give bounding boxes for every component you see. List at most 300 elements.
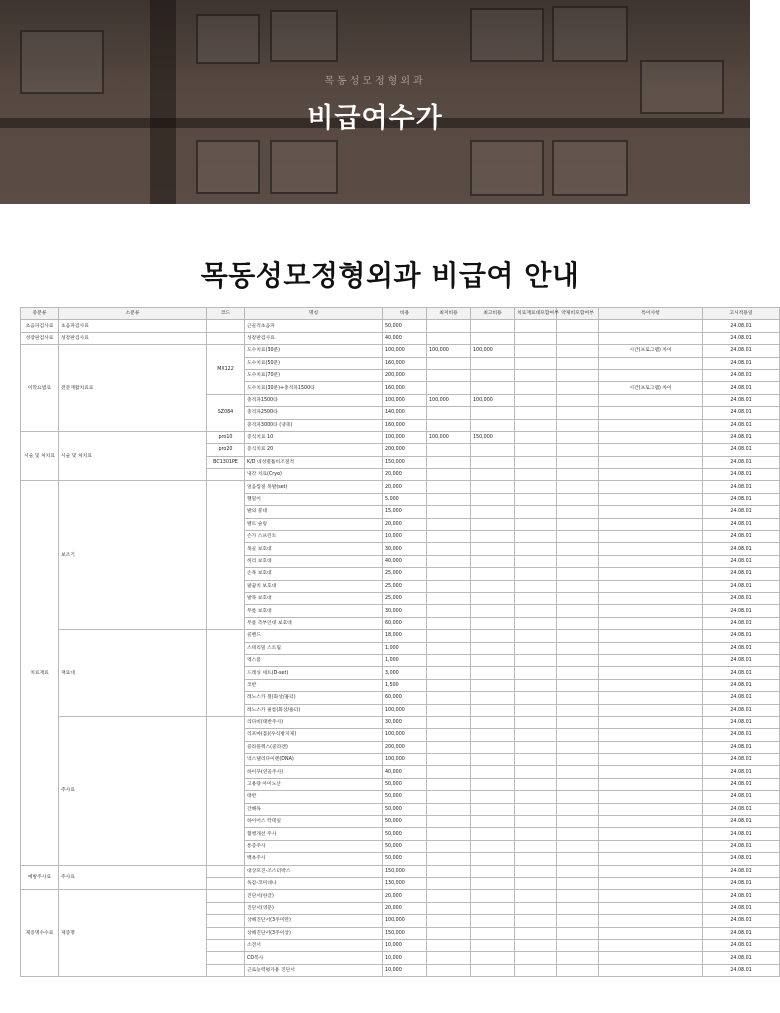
table-cell: [471, 568, 515, 580]
date-cell: 24.08.01: [703, 531, 780, 543]
category-cell: 치료재료: [21, 481, 59, 865]
table-cell: [471, 778, 515, 790]
table-cell: [471, 791, 515, 803]
category-cell: 예방주사료: [21, 865, 59, 890]
max-cost-cell: [471, 320, 515, 332]
table-row: [21, 332, 780, 344]
note-cell: [599, 939, 703, 951]
name-cell: 레노스카 겔(화상/흉터): [245, 692, 383, 704]
date-cell: 24.08.01: [703, 580, 780, 592]
max-cost-cell: [471, 382, 515, 394]
name-cell: 헬밀어: [245, 493, 383, 505]
table-cell: [599, 667, 703, 679]
table-cell: [427, 704, 471, 716]
table-cell: [427, 778, 471, 790]
name-cell: 대상포진-조스터박스: [245, 865, 383, 877]
date-cell: 24.08.01: [703, 816, 780, 828]
table-cell: [427, 766, 471, 778]
date-cell: 24.08.01: [703, 939, 780, 951]
note-cell: [599, 419, 703, 431]
table-cell: [557, 382, 599, 394]
table-cell: [599, 642, 703, 654]
name-cell: 증식치료 20: [245, 444, 383, 456]
date-cell: 24.08.01: [703, 778, 780, 790]
column-header: 비용: [383, 308, 427, 320]
code-cell: [207, 964, 245, 976]
table-cell: [471, 630, 515, 642]
max-cost-cell: [471, 469, 515, 481]
table-cell: [427, 531, 471, 543]
column-header: 명칭: [245, 308, 383, 320]
date-cell: 24.08.01: [703, 407, 780, 419]
date-cell: 24.08.01: [703, 877, 780, 889]
date-cell: 24.08.01: [703, 927, 780, 939]
table-cell: [515, 840, 557, 852]
note-cell: [599, 964, 703, 976]
table-cell: [471, 840, 515, 852]
date-cell: 24.08.01: [703, 605, 780, 617]
note-cell: [599, 357, 703, 369]
table-cell: [557, 927, 599, 939]
table-cell: [515, 803, 557, 815]
subcategory-cell: 초음파검사료: [59, 320, 207, 332]
cost-cell: 50,000: [383, 778, 427, 790]
name-cell: 충격파2500타: [245, 407, 383, 419]
table-cell: [557, 915, 599, 927]
min-cost-cell: [427, 915, 471, 927]
max-cost-cell: [471, 877, 515, 889]
date-cell: 24.08.01: [703, 518, 780, 530]
table-cell: [427, 481, 471, 493]
date-cell: 24.08.01: [703, 431, 780, 443]
column-header: 약제비포함여부: [557, 308, 599, 320]
table-cell: [557, 803, 599, 815]
table-cell: [515, 766, 557, 778]
table-cell: [515, 345, 557, 357]
table-cell: [599, 654, 703, 666]
date-cell: 24.08.01: [703, 630, 780, 642]
name-cell: 간해독: [245, 803, 383, 815]
category-cell: 성장판검사료: [21, 332, 59, 344]
cost-cell: 160,000: [383, 419, 427, 431]
min-cost-cell: [427, 369, 471, 381]
cost-cell: 25,000: [383, 580, 427, 592]
note-cell: [599, 369, 703, 381]
table-cell: [515, 741, 557, 753]
cost-cell: 50,000: [383, 791, 427, 803]
name-cell: 팔꿈치 보호대: [245, 580, 383, 592]
table-cell: [557, 667, 599, 679]
table-cell: [515, 431, 557, 443]
table-cell: [599, 692, 703, 704]
cost-cell: 100,000: [383, 754, 427, 766]
table-cell: [599, 766, 703, 778]
table-cell: [471, 741, 515, 753]
table-cell: [427, 828, 471, 840]
table-cell: [515, 654, 557, 666]
note-cell: [599, 456, 703, 468]
table-cell: [471, 679, 515, 691]
column-header: 중분류: [21, 308, 59, 320]
category-cell: 시술 및 처치료: [21, 431, 59, 481]
table-cell: [557, 531, 599, 543]
table-cell: [471, 816, 515, 828]
table-cell: [471, 555, 515, 567]
min-cost-cell: 100,000: [427, 431, 471, 443]
table-cell: [557, 902, 599, 914]
table-cell: [599, 568, 703, 580]
table-cell: [427, 729, 471, 741]
cost-cell: 40,000: [383, 332, 427, 344]
cost-cell: 20,000: [383, 890, 427, 902]
fee-table: [20, 307, 780, 977]
name-cell: K/D 네성렬톨비조절적: [245, 456, 383, 468]
table-cell: [599, 543, 703, 555]
code-cell: SZ084: [207, 394, 245, 431]
category-cell: 이학요법료: [21, 345, 59, 432]
date-cell: 24.08.01: [703, 890, 780, 902]
name-cell: 상해진단서(3주이상): [245, 927, 383, 939]
table-cell: [471, 518, 515, 530]
date-cell: 24.08.01: [703, 444, 780, 456]
table-cell: [599, 704, 703, 716]
cost-cell: 18,000: [383, 630, 427, 642]
table-cell: [427, 506, 471, 518]
table-cell: [515, 952, 557, 964]
code-cell: [207, 469, 245, 481]
name-cell: 충격파3000타 (냉축): [245, 419, 383, 431]
name-cell: CD복사: [245, 952, 383, 964]
cost-cell: 10,000: [383, 939, 427, 951]
table-cell: [427, 803, 471, 815]
cost-cell: 10,000: [383, 952, 427, 964]
table-cell: [557, 481, 599, 493]
max-cost-cell: [471, 890, 515, 902]
hero-subtitle: 목동성모정형외과: [324, 76, 426, 87]
date-cell: 24.08.01: [703, 667, 780, 679]
cost-cell: 3,000: [383, 667, 427, 679]
date-cell: 24.08.01: [703, 803, 780, 815]
date-cell: 24.08.01: [703, 345, 780, 357]
max-cost-cell: [471, 865, 515, 877]
min-cost-cell: [427, 469, 471, 481]
table-cell: [599, 729, 703, 741]
name-cell: 백옥주사: [245, 853, 383, 865]
cost-cell: 1,500: [383, 679, 427, 691]
table-cell: [557, 506, 599, 518]
column-header: 최저비용: [427, 308, 471, 320]
table-cell: [557, 320, 599, 332]
name-cell: 충격파1500타: [245, 394, 383, 406]
min-cost-cell: 100,000: [427, 394, 471, 406]
column-header: 치료재료대포함여부: [515, 308, 557, 320]
subcategory-cell: 제증명: [59, 890, 207, 977]
min-cost-cell: [427, 332, 471, 344]
table-cell: [599, 853, 703, 865]
date-cell: 24.08.01: [703, 828, 780, 840]
cost-cell: 15,000: [383, 506, 427, 518]
note-cell: [599, 877, 703, 889]
code-cell: pro10: [207, 431, 245, 443]
cost-cell: 60,000: [383, 692, 427, 704]
table-cell: [515, 518, 557, 530]
cost-cell: 30,000: [383, 543, 427, 555]
column-header: 소분류: [59, 308, 207, 320]
name-cell: 태반: [245, 791, 383, 803]
table-cell: [515, 444, 557, 456]
min-cost-cell: [427, 927, 471, 939]
cost-cell: 20,000: [383, 902, 427, 914]
date-cell: 24.08.01: [703, 543, 780, 555]
code-cell: [207, 630, 245, 717]
table-row: [21, 890, 780, 902]
name-cell: 콜밴드: [245, 630, 383, 642]
table-cell: [557, 555, 599, 567]
category-cell: 초음파검사료: [21, 320, 59, 332]
table-cell: [557, 791, 599, 803]
date-cell: 24.08.01: [703, 419, 780, 431]
code-cell: [207, 927, 245, 939]
table-cell: [557, 865, 599, 877]
name-cell: 도수치료(50분): [245, 357, 383, 369]
name-cell: 도수치료(30분): [245, 345, 383, 357]
table-cell: [599, 481, 703, 493]
cost-cell: 30,000: [383, 716, 427, 728]
code-cell: [207, 902, 245, 914]
note-cell: [599, 927, 703, 939]
table-cell: [515, 531, 557, 543]
table-cell: [515, 754, 557, 766]
table-cell: [471, 729, 515, 741]
table-cell: [427, 568, 471, 580]
table-cell: [557, 630, 599, 642]
table-cell: [557, 741, 599, 753]
table-cell: [557, 493, 599, 505]
table-cell: [557, 407, 599, 419]
table-cell: [557, 890, 599, 902]
table-cell: [515, 828, 557, 840]
fee-table-container: [20, 307, 753, 977]
date-cell: 24.08.01: [703, 456, 780, 468]
min-cost-cell: 100,000: [427, 345, 471, 357]
name-cell: 손가 스프린트: [245, 531, 383, 543]
table-cell: [599, 716, 703, 728]
note-cell: [599, 394, 703, 406]
date-cell: 24.08.01: [703, 915, 780, 927]
table-cell: [557, 568, 599, 580]
table-cell: [515, 642, 557, 654]
name-cell: 고용량 아미노산: [245, 778, 383, 790]
table-row: [21, 320, 780, 332]
cost-cell: 10,000: [383, 531, 427, 543]
table-cell: [557, 431, 599, 443]
table-cell: [557, 828, 599, 840]
category-cell: 제증명수수료: [21, 890, 59, 977]
table-cell: [427, 605, 471, 617]
name-cell: 얼음찜질 목발(set): [245, 481, 383, 493]
table-cell: [427, 580, 471, 592]
min-cost-cell: [427, 952, 471, 964]
table-cell: [427, 617, 471, 629]
name-cell: 진단서(한글): [245, 890, 383, 902]
table-cell: [471, 481, 515, 493]
max-cost-cell: [471, 902, 515, 914]
table-cell: [471, 667, 515, 679]
table-cell: [471, 766, 515, 778]
table-cell: [557, 939, 599, 951]
cost-cell: 150,000: [383, 456, 427, 468]
table-cell: [515, 692, 557, 704]
max-cost-cell: [471, 964, 515, 976]
table-body: [21, 320, 780, 977]
cost-cell: 5,000: [383, 493, 427, 505]
note-cell: [599, 332, 703, 344]
table-row: [21, 481, 780, 493]
cost-cell: 50,000: [383, 816, 427, 828]
note-cell: 시간(프로그램) 차이: [599, 345, 703, 357]
note-cell: [599, 890, 703, 902]
table-cell: [599, 493, 703, 505]
table-cell: [557, 853, 599, 865]
cost-cell: 100,000: [383, 431, 427, 443]
table-cell: [427, 518, 471, 530]
name-cell: 하이어스 칵테일: [245, 816, 383, 828]
cost-cell: 50,000: [383, 853, 427, 865]
subcategory-cell: 성장판검사료: [59, 332, 207, 344]
table-cell: [557, 617, 599, 629]
table-cell: [599, 679, 703, 691]
cost-cell: 25,000: [383, 568, 427, 580]
code-cell: pro20: [207, 444, 245, 456]
date-cell: 24.08.01: [703, 692, 780, 704]
name-cell: 소견서: [245, 939, 383, 951]
code-cell: [207, 716, 245, 865]
column-header: 특이사항: [599, 308, 703, 320]
cost-cell: 150,000: [383, 865, 427, 877]
table-cell: [557, 543, 599, 555]
table-cell: [471, 493, 515, 505]
table-cell: [557, 369, 599, 381]
table-cell: [427, 543, 471, 555]
max-cost-cell: 100,000: [471, 345, 515, 357]
table-cell: [471, 853, 515, 865]
table-cell: [515, 716, 557, 728]
subcategory-cell: 전문재활치료료: [59, 345, 207, 432]
cost-cell: 60,000: [383, 617, 427, 629]
min-cost-cell: [427, 444, 471, 456]
name-cell: 엑스폼: [245, 654, 383, 666]
name-cell: 혈행개선 주사: [245, 828, 383, 840]
date-cell: 24.08.01: [703, 840, 780, 852]
table-cell: [599, 754, 703, 766]
date-cell: 24.08.01: [703, 766, 780, 778]
cost-cell: 150,000: [383, 927, 427, 939]
date-cell: 24.08.01: [703, 481, 780, 493]
name-cell: 도수치료(70분): [245, 369, 383, 381]
table-cell: [557, 580, 599, 592]
table-cell: [471, 580, 515, 592]
table-cell: [557, 605, 599, 617]
code-cell: [207, 915, 245, 927]
table-cell: [515, 816, 557, 828]
cost-cell: 50,000: [383, 840, 427, 852]
note-cell: [599, 952, 703, 964]
max-cost-cell: 100,000: [471, 394, 515, 406]
table-cell: [599, 840, 703, 852]
table-cell: [471, 716, 515, 728]
note-cell: [599, 902, 703, 914]
table-cell: [427, 630, 471, 642]
table-cell: [557, 345, 599, 357]
name-cell: 냉각 치료(Cryo): [245, 469, 383, 481]
note-cell: [599, 431, 703, 443]
table-cell: [557, 766, 599, 778]
table-cell: [515, 902, 557, 914]
table-cell: [471, 803, 515, 815]
table-cell: [515, 481, 557, 493]
max-cost-cell: [471, 419, 515, 431]
column-header: 코드: [207, 308, 245, 320]
table-cell: [515, 630, 557, 642]
name-cell: 무릎 보호대: [245, 605, 383, 617]
table-cell: [557, 716, 599, 728]
table-cell: [599, 630, 703, 642]
table-cell: [599, 555, 703, 567]
name-cell: 발목 보호대: [245, 592, 383, 604]
note-cell: [599, 320, 703, 332]
note-cell: [599, 444, 703, 456]
min-cost-cell: [427, 456, 471, 468]
table-cell: [599, 580, 703, 592]
max-cost-cell: [471, 332, 515, 344]
table-cell: [599, 816, 703, 828]
max-cost-cell: [471, 456, 515, 468]
table-cell: [515, 320, 557, 332]
table-cell: [599, 592, 703, 604]
date-cell: 24.08.01: [703, 369, 780, 381]
table-cell: [427, 840, 471, 852]
table-cell: [515, 580, 557, 592]
cost-cell: 10,000: [383, 964, 427, 976]
table-cell: [515, 667, 557, 679]
table-cell: [557, 444, 599, 456]
table-cell: [427, 493, 471, 505]
date-cell: 24.08.01: [703, 704, 780, 716]
name-cell: 진단서(영문): [245, 902, 383, 914]
name-cell: 하이쿠(연골주사): [245, 766, 383, 778]
date-cell: 24.08.01: [703, 382, 780, 394]
page-title: 목동성모정형외과 비급여 안내: [200, 259, 580, 292]
code-cell: [207, 952, 245, 964]
table-cell: [515, 605, 557, 617]
table-cell: [599, 506, 703, 518]
date-cell: 24.08.01: [703, 469, 780, 481]
name-cell: 드레싱 세트(D-set): [245, 667, 383, 679]
table-cell: [515, 419, 557, 431]
table-cell: [515, 939, 557, 951]
table-cell: [599, 531, 703, 543]
table-cell: [471, 506, 515, 518]
cost-cell: 30,000: [383, 605, 427, 617]
max-cost-cell: [471, 927, 515, 939]
table-cell: [427, 654, 471, 666]
code-cell: MX122: [207, 345, 245, 395]
name-cell: 콜라플렉스(콜라겐): [245, 741, 383, 753]
table-cell: [557, 778, 599, 790]
name-cell: 리다비(태반주사): [245, 716, 383, 728]
cost-cell: 160,000: [383, 357, 427, 369]
name-cell: 스테리밀 스트립: [245, 642, 383, 654]
